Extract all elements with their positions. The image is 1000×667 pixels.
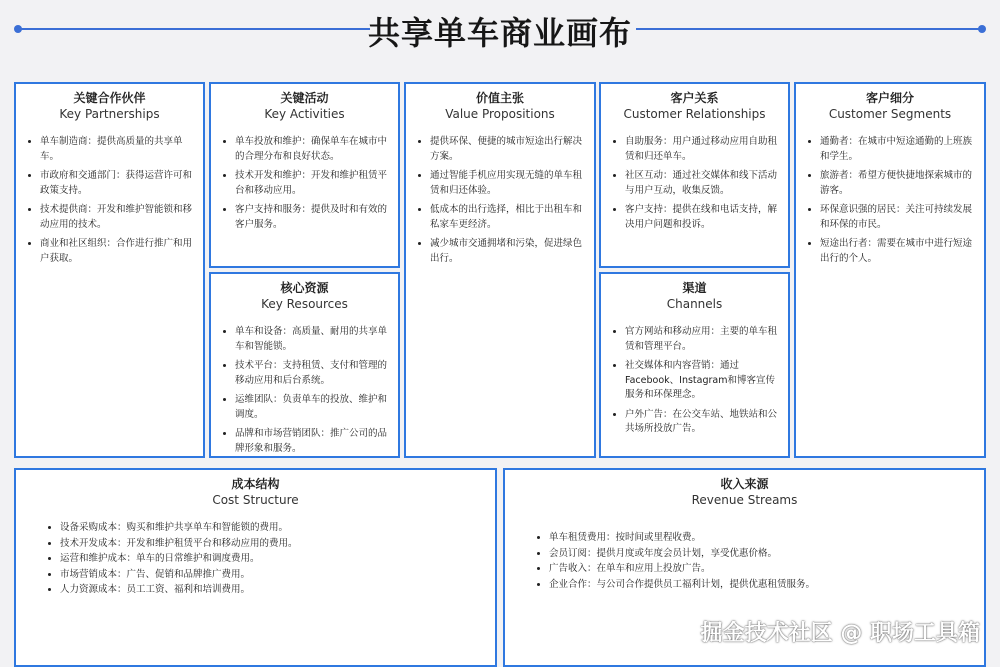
- list-item: • 旅游者：希望方便快捷地探索城市的游客。: [820, 169, 974, 198]
- list-item: • 官方网站和移动应用：主要的单车租赁和管理平台。: [625, 325, 778, 354]
- list-item: • 技术提供商：开发和维护智能锁和移动应用的技术。: [40, 203, 193, 232]
- list-item: • 自助服务：用户通过移动应用自助租赁和归还单车。: [625, 135, 778, 164]
- list-item: • 单车制造商：提供高质量的共享单车。: [40, 135, 193, 164]
- header: [0, 0, 1000, 60]
- list-item: • 通过智能手机应用实现无缝的单车租赁和归还体验。: [430, 169, 584, 198]
- item-list: [611, 325, 778, 437]
- list-item: • 运营和维护成本：单车的日常维护和调度费用。: [60, 552, 485, 567]
- list-item: • 技术开发和维护：开发和维护租赁平台和移动应用。: [235, 169, 388, 198]
- box-subtitle: Customer Relationships: [623, 107, 766, 121]
- list-item: • 提供环保、便捷的城市短途出行解决方案。: [430, 135, 584, 164]
- list-item: • 市场营销成本：广告、促销和品牌推广费用。: [60, 568, 485, 583]
- item-list: [26, 521, 485, 598]
- list-item: • 短途出行者：需要在城市中进行短途出行的个人。: [820, 237, 974, 266]
- list-item: • 单车和设备：高质量、耐用的共享单车和智能锁。: [235, 325, 388, 354]
- list-item: • 设备采购成本：购买和维护共享单车和智能锁的费用。: [60, 521, 485, 536]
- box-title: 收入来源: [720, 477, 769, 491]
- cost-structure-box: [14, 468, 497, 667]
- box-subtitle: Channels: [666, 297, 723, 311]
- list-item: • 技术平台：支持租赁、支付和管理的移动应用和后台系统。: [235, 359, 388, 388]
- customer-segments-box: [794, 82, 986, 458]
- list-item: • 社交媒体和内容营销：通过Facebook、Instagram和博客宣传服务和环保理念。: [625, 359, 778, 403]
- box-subtitle: Key Partnerships: [59, 107, 160, 121]
- item-list: [221, 135, 388, 232]
- list-item: • 减少城市交通拥堵和污染，促进绿色出行。: [430, 237, 584, 266]
- list-item: • 商业和社区组织：合作进行推广和用户获取。: [40, 237, 193, 266]
- list-item: • 环保意识强的居民：关注可持续发展和环保的市民。: [820, 203, 974, 232]
- list-item: • 品牌和市场营销团队：推广公司的品牌形象和服务。: [235, 427, 388, 456]
- item-list: [26, 135, 193, 266]
- list-item: • 低成本的出行选择，相比于出租车和私家车更经济。: [430, 203, 584, 232]
- box-title: 关键活动: [280, 91, 329, 105]
- right-rule: [636, 28, 980, 30]
- box-title: 客户细分: [865, 91, 914, 105]
- item-list: [416, 135, 584, 266]
- customer-relationships-box: [599, 82, 790, 268]
- value-propositions-box: [404, 82, 596, 458]
- box-title: 客户关系: [670, 91, 719, 105]
- box-subtitle: Key Activities: [264, 107, 345, 121]
- box-title: 核心资源: [280, 281, 329, 295]
- list-item: • 广告收入：在单车和应用上投放广告。: [549, 562, 974, 577]
- list-item: • 通勤者：在城市中短途通勤的上班族和学生。: [820, 135, 974, 164]
- list-item: • 单车投放和维护：确保单车在城市中的合理分布和良好状态。: [235, 135, 388, 164]
- box-title: 成本结构: [231, 477, 280, 491]
- list-item: • 市政府和交通部门：获得运营许可和政策支持。: [40, 169, 193, 198]
- item-list: [806, 135, 974, 266]
- list-item: • 会员订阅：提供月度或年度会员计划，享受优惠价格。: [549, 547, 974, 562]
- list-item: • 运维团队：负责单车的投放、维护和调度。: [235, 393, 388, 422]
- page-title: 共享单车商业画布: [367, 14, 632, 52]
- item-list: [221, 325, 388, 456]
- list-item: • 技术开发成本：开发和维护租赁平台和移动应用的费用。: [60, 537, 485, 552]
- list-item: • 客户支持：提供在线和电话支持，解决用户问题和投诉。: [625, 203, 778, 232]
- right-dot: [978, 25, 986, 33]
- box-subtitle: Customer Segments: [828, 107, 952, 121]
- box-subtitle: Key Resources: [261, 297, 348, 311]
- key-partners-box: [14, 82, 205, 458]
- list-item: • 户外广告：在公交车站、地铁站和公共场所投放广告。: [625, 408, 778, 437]
- item-list: [515, 531, 974, 592]
- box-title: 价值主张: [475, 91, 524, 105]
- key-resources-box: [209, 272, 400, 458]
- box-subtitle: Revenue Streams: [691, 493, 798, 507]
- box-title: 关键合作伙伴: [73, 91, 146, 105]
- box-subtitle: Cost Structure: [212, 493, 299, 507]
- list-item: • 单车租赁费用：按时间或里程收费。: [549, 531, 974, 546]
- watermark: 掘金技术社区 @ 职场工具箱: [700, 621, 980, 646]
- list-item: • 客户支持和服务：提供及时和有效的客户服务。: [235, 203, 388, 232]
- box-title: 渠道: [682, 281, 707, 295]
- list-item: • 社区互动：通过社交媒体和线下活动与用户互动，收集反馈。: [625, 169, 778, 198]
- list-item: • 企业合作：与公司合作提供员工福利计划，提供优惠租赁服务。: [549, 578, 974, 593]
- list-item: • 人力资源成本：员工工资、福利和培训费用。: [60, 583, 485, 598]
- item-list: [611, 135, 778, 232]
- key-activities-box: [209, 82, 400, 268]
- channels-box: [599, 272, 790, 458]
- box-subtitle: Value Propositions: [445, 107, 555, 121]
